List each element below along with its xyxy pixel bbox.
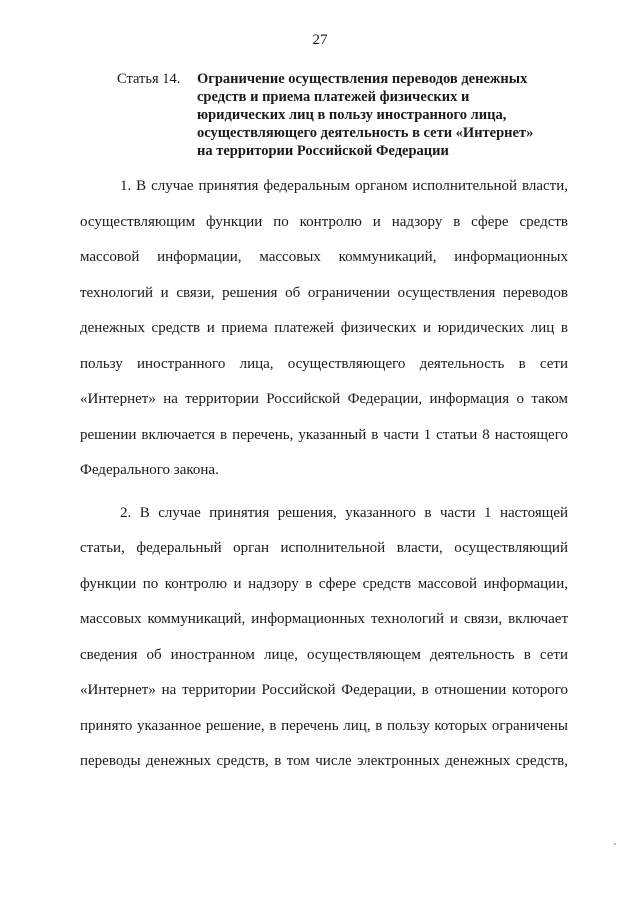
article-title-line: на территории Российской Федерации bbox=[197, 143, 449, 159]
paragraph-line: технологий и связи, решения об ограничении осуществления переводов bbox=[80, 284, 568, 301]
paragraph-line: пользу иностранного лица, осуществляющего деятельность в сети bbox=[80, 355, 568, 372]
article-body bbox=[80, 173, 568, 784]
paragraph-line: 1. В случае принятия федеральным органом исполнительной власти, bbox=[120, 178, 568, 194]
article-title-line: средств и приема платежей физических и bbox=[197, 89, 470, 105]
paragraph-line: 2. В случае принятия решения, указанного в части 1 настоящей bbox=[120, 504, 568, 521]
paragraph-gap bbox=[80, 493, 568, 500]
paragraph-line: статьи, федеральный орган исполнительной власти, осуществляющий bbox=[80, 540, 568, 556]
page-number: 27 bbox=[312, 32, 328, 48]
paragraph-line: «Интернет» на территории Российской Федерации, информация о таком bbox=[80, 391, 568, 407]
paragraph-line: «Интернет» на территории Российской Федерации, в отношении которого bbox=[80, 682, 568, 698]
paragraph-line: массовой информации, массовых коммуникаций, информационных bbox=[80, 249, 568, 265]
article-label: Статья 14. bbox=[117, 71, 181, 87]
scan-dot bbox=[614, 843, 616, 845]
article-title-line: Ограничение осуществления переводов денежных bbox=[197, 71, 528, 87]
paragraph-line: массовых коммуникаций, информационных технологий и связи, включает bbox=[80, 611, 568, 627]
paragraph-line: Федерального закона. bbox=[80, 462, 219, 478]
paragraph-line: переводы денежных средств, в том числе электронных денежных средств, bbox=[80, 753, 568, 769]
paragraph-line: денежных средств и приема платежей физических и юридических лиц в bbox=[80, 320, 568, 336]
article-title-line: осуществляющего деятельность в сети «Интернет» bbox=[197, 125, 534, 141]
paragraph-line: сведения об иностранном лице, осуществляющем деятельность в сети bbox=[80, 646, 568, 663]
paragraph-line: функции по контролю и надзору в сфере средств массовой информации, bbox=[80, 575, 568, 592]
paragraph-line: принято указанное решение, в перечень лиц, в пользу которых ограничены bbox=[80, 717, 568, 734]
paragraph-line: решении включается в перечень, указанный в части 1 статьи 8 настоящего bbox=[80, 426, 568, 443]
article-title bbox=[197, 70, 557, 160]
article-title-line: юридических лиц в пользу иностранного лица, bbox=[197, 107, 507, 123]
paragraph-1 bbox=[80, 173, 568, 493]
paragraph-line: осуществляющим функции по контролю и надзору в сфере средств bbox=[80, 213, 568, 230]
paragraph-2 bbox=[80, 500, 568, 784]
